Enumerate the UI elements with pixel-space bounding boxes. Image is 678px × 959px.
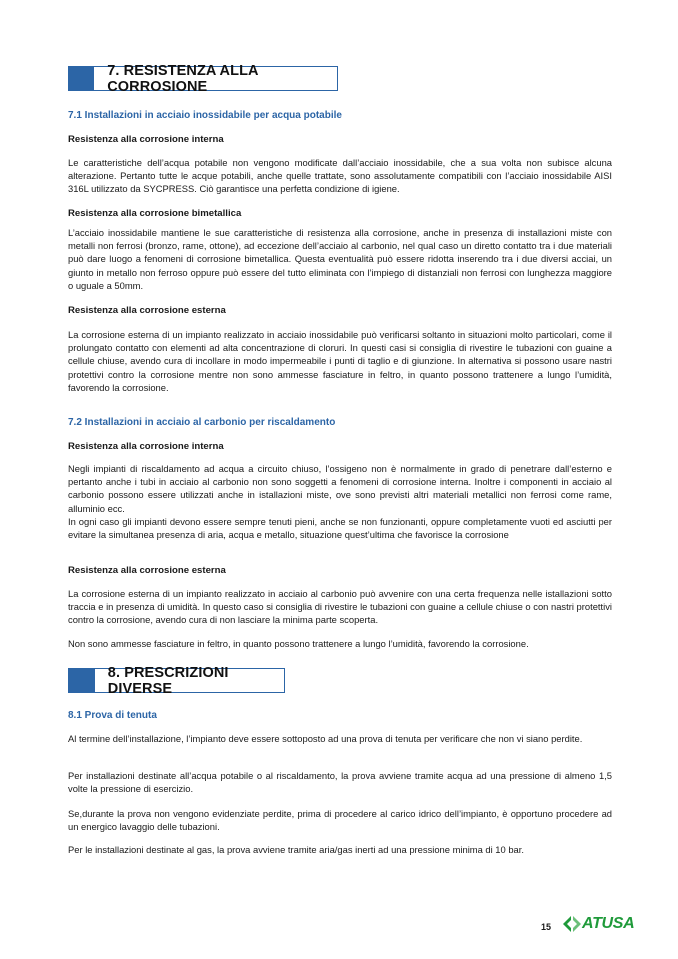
heading-accent-bar [69, 67, 94, 90]
paragraph: Per installazioni destinate all’acqua potabile o al riscaldamento, la prova avviene tramite acqua ad una pressione di almeno 1,5 volte la pressione di esercizio. [68, 770, 612, 795]
paragraph: In ogni caso gli impianti devono essere sempre tenuti pieni, anche se non funzionanti, oppure completamente vuoti ed asciutti per evitare la simultanea presenza di aria, acqua e metallo, situazione quest’ultima che favorisce la corrosione [68, 516, 612, 541]
paragraph: Se,durante la prova non vengono evidenziate perdite, prima di procedere al carico idrico dell’impianto, è opportuno procedere ad un energico lavaggio delle tubazioni. [68, 808, 612, 833]
section-7-heading [68, 62, 338, 95]
paragraph: Al termine dell’installazione, l’impianto deve essere sottoposto ad una prova di tenuta per verificare che non vi siano perdite. [68, 733, 583, 744]
section-title: 8. PRESCRIZIONI DIVERSE [107, 664, 229, 697]
logo-diamond-icon [562, 915, 582, 933]
section-8-heading [68, 664, 285, 697]
subheading: Resistenza alla corrosione esterna [68, 565, 226, 576]
paragraph: L’acciaio inossidabile mantiene le sue caratteristiche di resistenza alla corrosione, anche in presenza di installazioni miste con metalli non ferrosi (bronzo, rame, ottone), ad eccezione dell’acciaio al carbonio, nel qual caso un diretto contatto tra i due materiali può dare luogo a fenomeni di corrosione bimetallica. Questa eventualità può essere ridotta inserendo tra i due diversi acciai, un giunto in metallo non ferroso oppure può essere del tutto eliminata con l’impiego di distanziali non ferrosi con lunghezza maggiore o uguale a 50mm. [68, 227, 612, 291]
paragraph: La corrosione esterna di un impianto realizzato in acciaio al carbonio può avvenire con una certa frequenza nelle istallazioni sotto traccia e in presenza di umidità. In questo caso si consiglia di rivestire le tubazioni con guaine a cellule chiuse o con nastri protettivi contro la corrosione, avendo cura di non lasciare la minima parte scoperta. [68, 588, 612, 626]
paragraph: La corrosione esterna di un impianto realizzato in acciaio inossidabile può verificarsi soltanto in situazioni molto particolari, come il prolungato contatto con elementi ad alta concentrazione di cloruri. In questi casi si consiglia di rivestire le tubazioni con guaine a cellule chiuse, avendo cura di incollare in modo impermeabile i punti di taglio e di giunzione. In alternativa si possono usare nastri protettivi contro la corrosione mentre non sono ammesse fasciature in feltro, in quanto possono trattenere a lungo l’umidità, favorendo la corrosione. [68, 329, 612, 393]
subheading: Resistenza alla corrosione bimetallica [68, 208, 242, 219]
subsection-7-1-title: 7.1 Installazioni in acciaio inossidabile per acqua potabile [68, 110, 342, 121]
subheading: Resistenza alla corrosione interna [68, 134, 224, 145]
section-title: 7. RESISTENZA ALLA CORROSIONE [107, 62, 259, 95]
subsection-8-1-title: 8.1 Prova di tenuta [68, 710, 157, 721]
logo-text: ATUSA [582, 915, 635, 932]
paragraph: Le caratteristiche dell’acqua potabile non vengono modificate dall’acciaio inossidabile, che a sua volta non subisce alcuna alterazione. Pertanto tutte le acque potabili, anche quelle trattate, sono assolutamente compatibili con l’acciaio inossidabile AISI 316L utilizzato da SYCPRESS. Ciò garantisce una perfetta condizione di igiene. [68, 157, 612, 195]
paragraph: Non sono ammesse fasciature in feltro, in quanto possono trattenere a lungo l’umidità, favorendo la corrosione. [68, 638, 529, 649]
paragraph: Per le installazioni destinate al gas, la prova avviene tramite aria/gas inerti ad una pressione minima di 10 bar. [68, 844, 524, 855]
paragraph: Negli impianti di riscaldamento ad acqua a circuito chiuso, l’ossigeno non è normalmente in grado di penetrare dall’esterno e pertanto anche i tubi in acciaio al carbonio non sono soggetti a fenomeni di corrosione interna. Inoltre i componenti in acciaio al carbonio possono essere utilizzati anche in istallazioni miste, ove sono previsti altri materiali metallici non ferrosi come rame, alluminio ecc. [68, 463, 612, 514]
subsection-7-2-title: 7.2 Installazioni in acciaio al carbonio per riscaldamento [68, 417, 336, 428]
atusa-logo [562, 915, 634, 933]
subheading: Resistenza alla corrosione interna [68, 441, 224, 452]
subheading: Resistenza alla corrosione esterna [68, 305, 226, 316]
page-number: 15 [541, 922, 552, 932]
heading-accent-bar [69, 669, 95, 692]
